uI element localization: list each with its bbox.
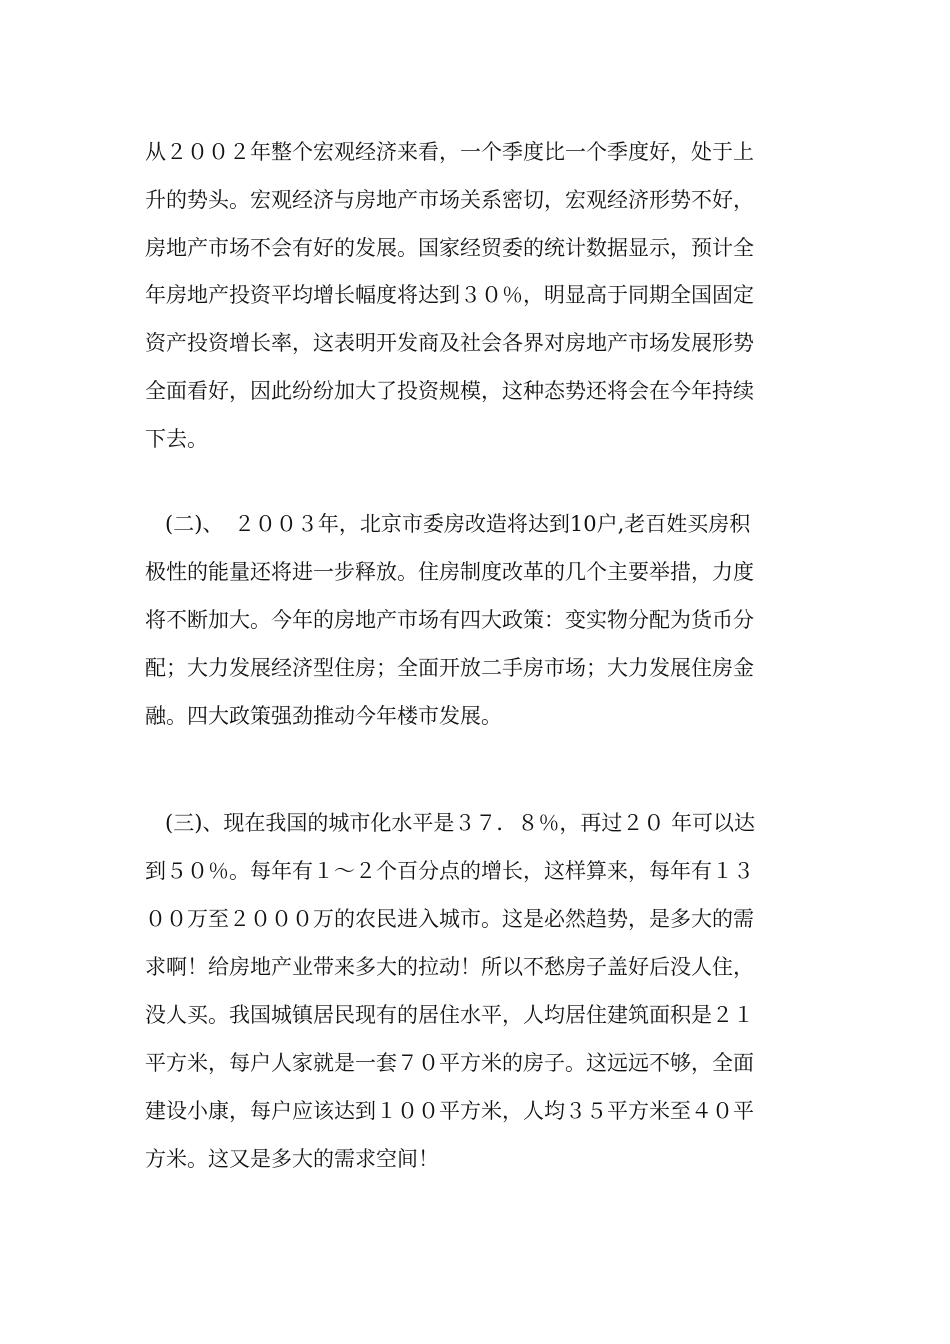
paragraph-3-line-1: (三)、现在我国的城市化水平是３７．８％，再过２０ 年可以达	[165, 811, 756, 835]
paragraph-3-line-7: 建设小康，每户应该达到１００平方米，人均３５平方米至４０平	[145, 1099, 754, 1123]
paragraph-2-line-3: 将不断加大。今年的房地产市场有四大政策：变实物分配为货币分	[145, 608, 754, 632]
paragraph-2-line-5: 融。四大政策强劲推动今年楼市发展。	[145, 704, 502, 728]
paragraph-2-line-1: (二)、 ２００３年，北京市委房改造将达到10户,老百姓买房积	[165, 512, 751, 536]
paragraph-1-line-6: 全面看好，因此纷纷加大了投资规模，这种态势还将会在今年持续	[145, 379, 754, 403]
paragraph-3-line-8: 方米。这又是多大的需求空间！	[145, 1147, 439, 1171]
paragraph-1-line-2: 升的势头。宏观经济与房地产市场关系密切，宏观经济形势不好，	[145, 188, 754, 212]
paragraph-2-line-2: 极性的能量还将进一步释放。住房制度改革的几个主要举措，力度	[145, 560, 754, 584]
paragraph-3-line-6: 平方米，每户人家就是一套７０平方米的房子。这远远不够，全面	[145, 1051, 754, 1075]
paragraph-1-line-3: 房地产市场不会有好的发展。国家经贸委的统计数据显示，预计全	[145, 236, 754, 260]
paragraph-1-line-4: 年房地产投资平均增长幅度将达到３０％，明显高于同期全国固定	[145, 283, 754, 307]
paragraph-3-line-2: 到５０％。每年有１～２个百分点的增长，这样算来，每年有１３	[145, 859, 754, 883]
paragraph-2-line-4: 配；大力发展经济型住房；全面开放二手房市场；大力发展住房金	[145, 656, 754, 680]
paragraph-1-line-1: 从２００２年整个宏观经济来看，一个季度比一个季度好，处于上	[145, 140, 754, 164]
paragraph-1-line-5: 资产投资增长率，这表明开发商及社会各界对房地产市场发展形势	[145, 331, 754, 355]
paragraph-1-line-7: 下去。	[145, 427, 208, 451]
paragraph-3-line-3: ００万至２０００万的农民进入城市。这是必然趋势，是多大的需	[145, 907, 754, 931]
paragraph-3-line-4: 求啊！给房地产业带来多大的拉动！所以不愁房子盖好后没人住，	[145, 955, 754, 979]
paragraph-3-line-5: 没人买。我国城镇居民现有的居住水平，人均居住建筑面积是２１	[145, 1003, 754, 1027]
